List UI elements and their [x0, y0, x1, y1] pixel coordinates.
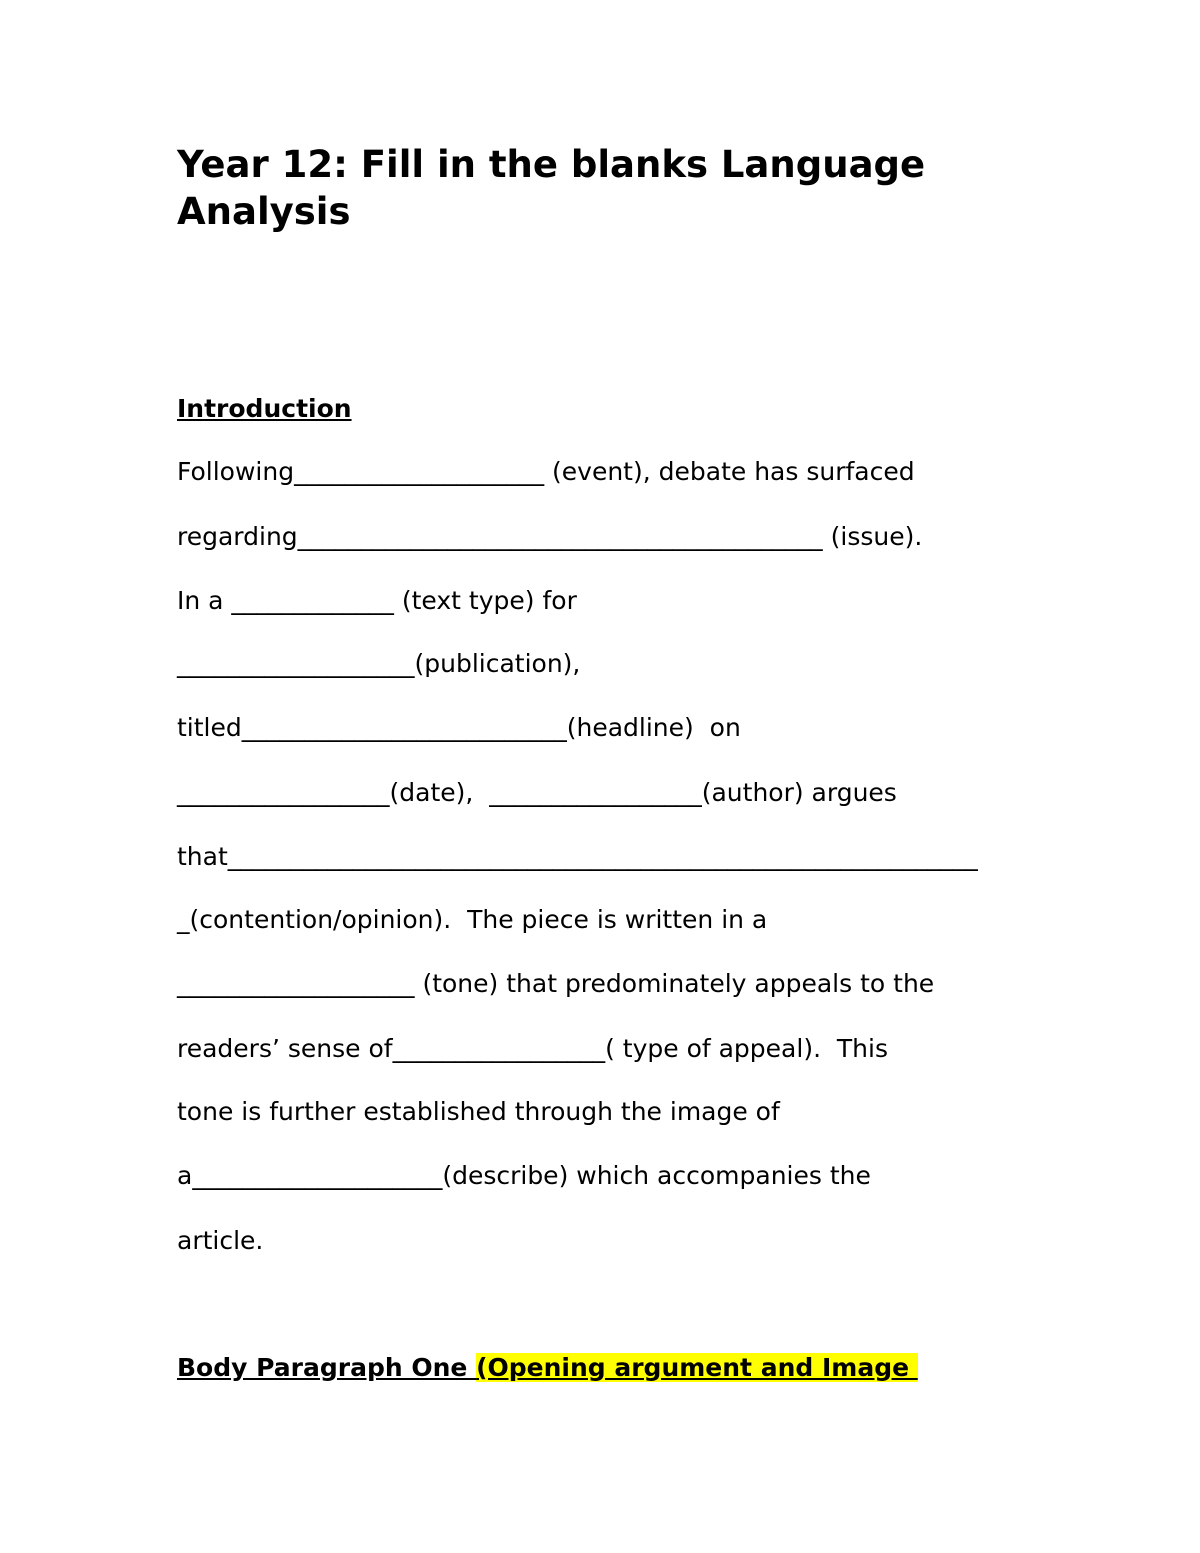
intro-line-8: _(contention/opinion). The piece is written in a [177, 905, 768, 934]
intro-line-1: Following____________________ (event), debate has surfaced [177, 457, 915, 486]
intro-line-4: ___________________(publication), [177, 649, 581, 678]
intro-line-9: ___________________ (tone) that predominately appeals to the [177, 969, 935, 998]
document-title: Year 12: Fill in the blanks Language Analysis [177, 143, 926, 233]
intro-line-3: In a _____________ (text type) for [177, 586, 577, 615]
intro-line-12: a____________________(describe) which accompanies the [177, 1161, 871, 1190]
intro-line-6: _________________(date), _________________(author) argues [177, 778, 897, 807]
intro-line-5: titled__________________________(headline) on [177, 713, 741, 742]
introduction-heading: Introduction [177, 394, 352, 423]
intro-line-11: tone is further established through the image of [177, 1097, 780, 1126]
body-heading-highlight: (Opening argument and Image [476, 1353, 918, 1382]
intro-line-10: readers’ sense of_________________( type of appeal). This [177, 1034, 888, 1063]
body-heading-text: Body Paragraph One [177, 1353, 477, 1382]
intro-line-7: that____________________________________________________________ [177, 842, 978, 871]
body-paragraph-one-heading [177, 1352, 918, 1384]
intro-line-2: regarding__________________________________________ (issue). [177, 522, 923, 551]
intro-line-13: article. [177, 1226, 264, 1255]
